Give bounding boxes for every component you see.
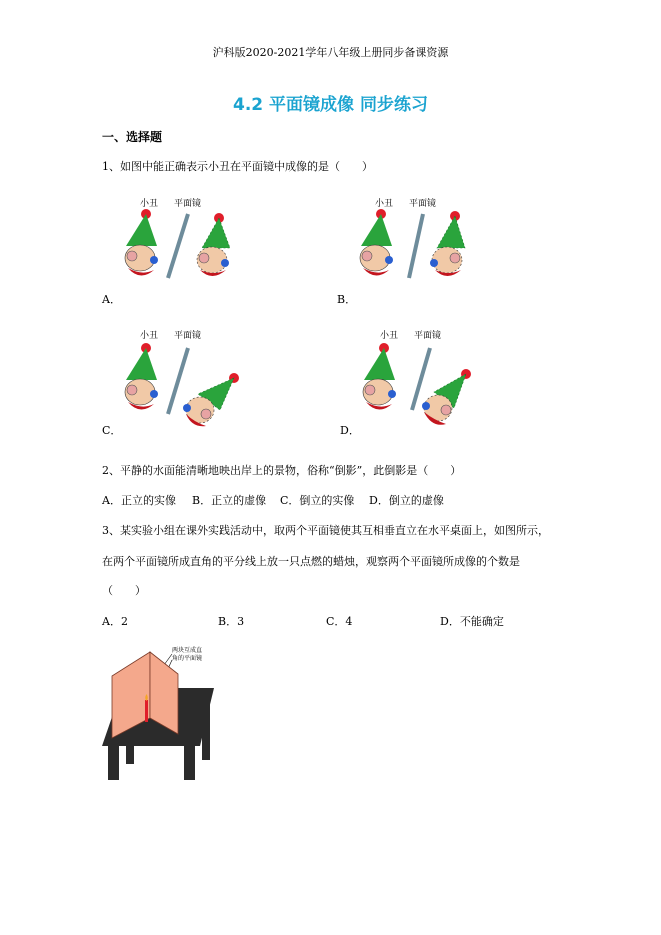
- question-3-stem-line-1: 3、某实验小组在课外实践活动中，取两个平面镜使其互相垂直立在水平桌面上，如图所示，: [102, 524, 549, 537]
- clown-mirror-b-drawing: [337, 196, 467, 286]
- page-header: 沪科版2020-2021学年八年级上册同步备课资源: [212, 46, 449, 59]
- clown-label: 小丑: [140, 199, 159, 209]
- section-heading: 一、选择题: [102, 130, 163, 144]
- question-1-stem: 1、如图中能正确表示小丑在平面镜中成像的是（ ）: [102, 160, 373, 173]
- mirror-label: 平面镜: [409, 199, 437, 209]
- figure-label-line-2: 角的平面镜: [172, 655, 203, 662]
- clown-image-icon: [430, 211, 465, 276]
- mirror-table-drawing: [100, 642, 220, 782]
- option-b-label: B．: [337, 293, 357, 306]
- q2-option-d: D．倒立的虚像: [369, 494, 444, 507]
- clown-image-icon: [183, 373, 239, 426]
- figure-option-d: [340, 328, 480, 428]
- q3-option-c: C．4: [326, 615, 353, 628]
- clown-icon: [125, 343, 158, 410]
- clown-label: 小丑: [375, 199, 394, 209]
- mirror-label: 平面镜: [174, 331, 202, 341]
- q3-option-b: B．3: [218, 615, 245, 628]
- q3-option-d: D．不能确定: [440, 615, 504, 628]
- page-title: 4.2 平面镜成像 同步练习: [233, 95, 428, 115]
- question-2-stem: 2、平静的水面能清晰地映出岸上的景物，俗称“倒影”，此倒影是（ ）: [102, 464, 462, 477]
- q2-option-c: C．倒立的实像: [280, 494, 355, 507]
- mirror-table-figure: [100, 642, 220, 782]
- option-a-label: A．: [102, 293, 121, 306]
- mirror-label: 平面镜: [414, 331, 442, 341]
- question-3-stem-line-2: 在两个平面镜所成直角的平分线上放一只点燃的蜡烛，观察两个平面镜所成像的个数是: [102, 555, 520, 568]
- clown-icon: [363, 343, 396, 410]
- figure-label-line-1: 两块互成直: [172, 647, 203, 654]
- clown-image-icon: [422, 369, 471, 425]
- clown-label: 小丑: [380, 331, 399, 341]
- clown-mirror-c-drawing: [102, 328, 242, 428]
- clown-label: 小丑: [140, 331, 159, 341]
- option-c-label: C．: [102, 424, 122, 437]
- figure-option-b: [337, 196, 467, 286]
- option-d-label: D．: [340, 424, 360, 437]
- figure-option-a: [102, 196, 222, 286]
- clown-mirror-d-drawing: [340, 328, 480, 428]
- question-3-stem-line-3: （ ）: [102, 584, 146, 597]
- clown-icon: [360, 209, 393, 276]
- figure-option-c: [102, 328, 242, 428]
- mirror-label: 平面镜: [174, 199, 202, 209]
- q2-option-b: B．正立的虚像: [192, 494, 267, 507]
- clown-mirror-a-drawing: [102, 196, 232, 286]
- q2-option-a: A．正立的实像: [102, 494, 176, 507]
- clown-image-icon: [197, 213, 230, 276]
- clown-icon: [125, 209, 158, 276]
- q3-option-a: A．2: [102, 615, 128, 628]
